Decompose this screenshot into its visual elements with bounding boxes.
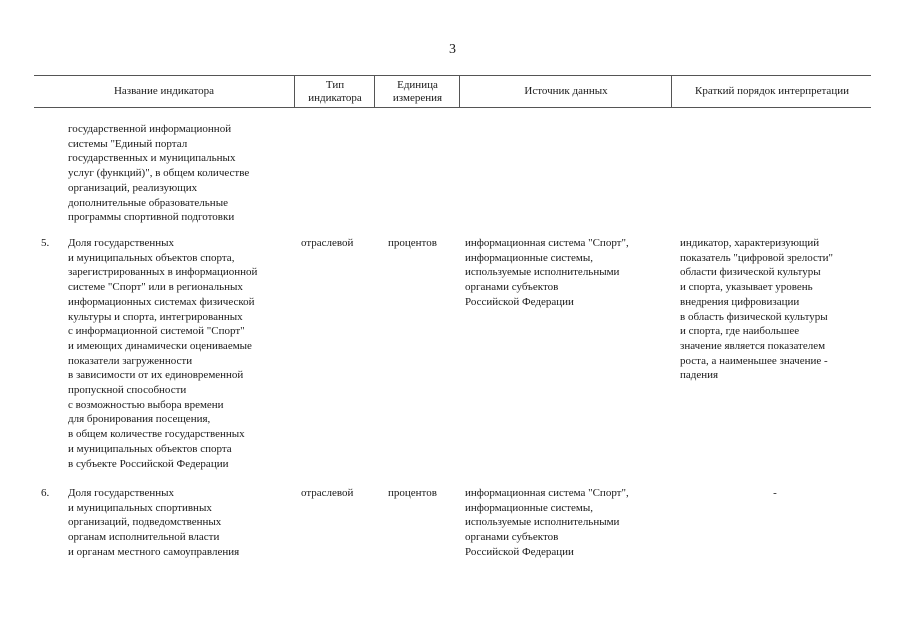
indicator-unit: процентов: [388, 237, 437, 249]
header-unit: Единица измерения: [374, 76, 460, 107]
row-number: 5.: [41, 237, 50, 249]
indicator-type: отраслевой: [301, 487, 354, 499]
indicator-unit: процентов: [388, 487, 437, 499]
indicator-name: Доля государственных и муниципальных спортивных организаций, подведомственных органам исполнительной власти и органам местного самоуправления: [68, 487, 240, 558]
row-number: 6.: [41, 487, 50, 499]
header-indicator-type: Тип индикатора: [294, 76, 375, 107]
header-data-source: Источник данных: [459, 76, 672, 107]
interpretation: индикатор, характеризующий показатель "цифровой зрелости" области физической культуры и спорта, указывает уровень внедрения цифровизации в область физической культуры и спорта, где наибольшее значение является показателем роста, а наименьшее значение - падения: [680, 237, 834, 382]
data-source: информационная система "Спорт", информационные системы, используемые исполнительными органами субъектов Российской Федерации: [465, 237, 629, 308]
header-indicator-name: Название индикатора: [113, 85, 215, 97]
indicator-name: государственной информационной системы "Единый портал государственных и муниципальных услуг (функций)", в общем количестве организаций, реализующих дополнительные образовательные программы спортивной подготовки: [68, 123, 250, 224]
page-number: 3: [449, 42, 456, 57]
indicators-table: [34, 75, 871, 558]
interpretation: -: [773, 487, 777, 499]
table-header: [34, 75, 871, 108]
indicator-name: Доля государственных и муниципальных объектов спорта, зарегистрированных в информационной системе "Спорт" или в региональных информационных системах физической культуры и спорта, интегрированных с информационной системой "Спорт" и имеющих динамически оцениваемые показатели загруженности в зависимости от их единовременной пропускной способности с возможностью выбора времени для бронирования посещения, в общем количестве государственных и муниципальных объектов спорта в субъекте Российской Федерации: [68, 237, 258, 470]
indicator-type: отраслевой: [301, 237, 354, 249]
header-interpretation: Краткий порядок интерпретации: [671, 76, 872, 107]
data-source: информационная система "Спорт", информационные системы, используемые исполнительными органами субъектов Российской Федерации: [465, 487, 629, 558]
